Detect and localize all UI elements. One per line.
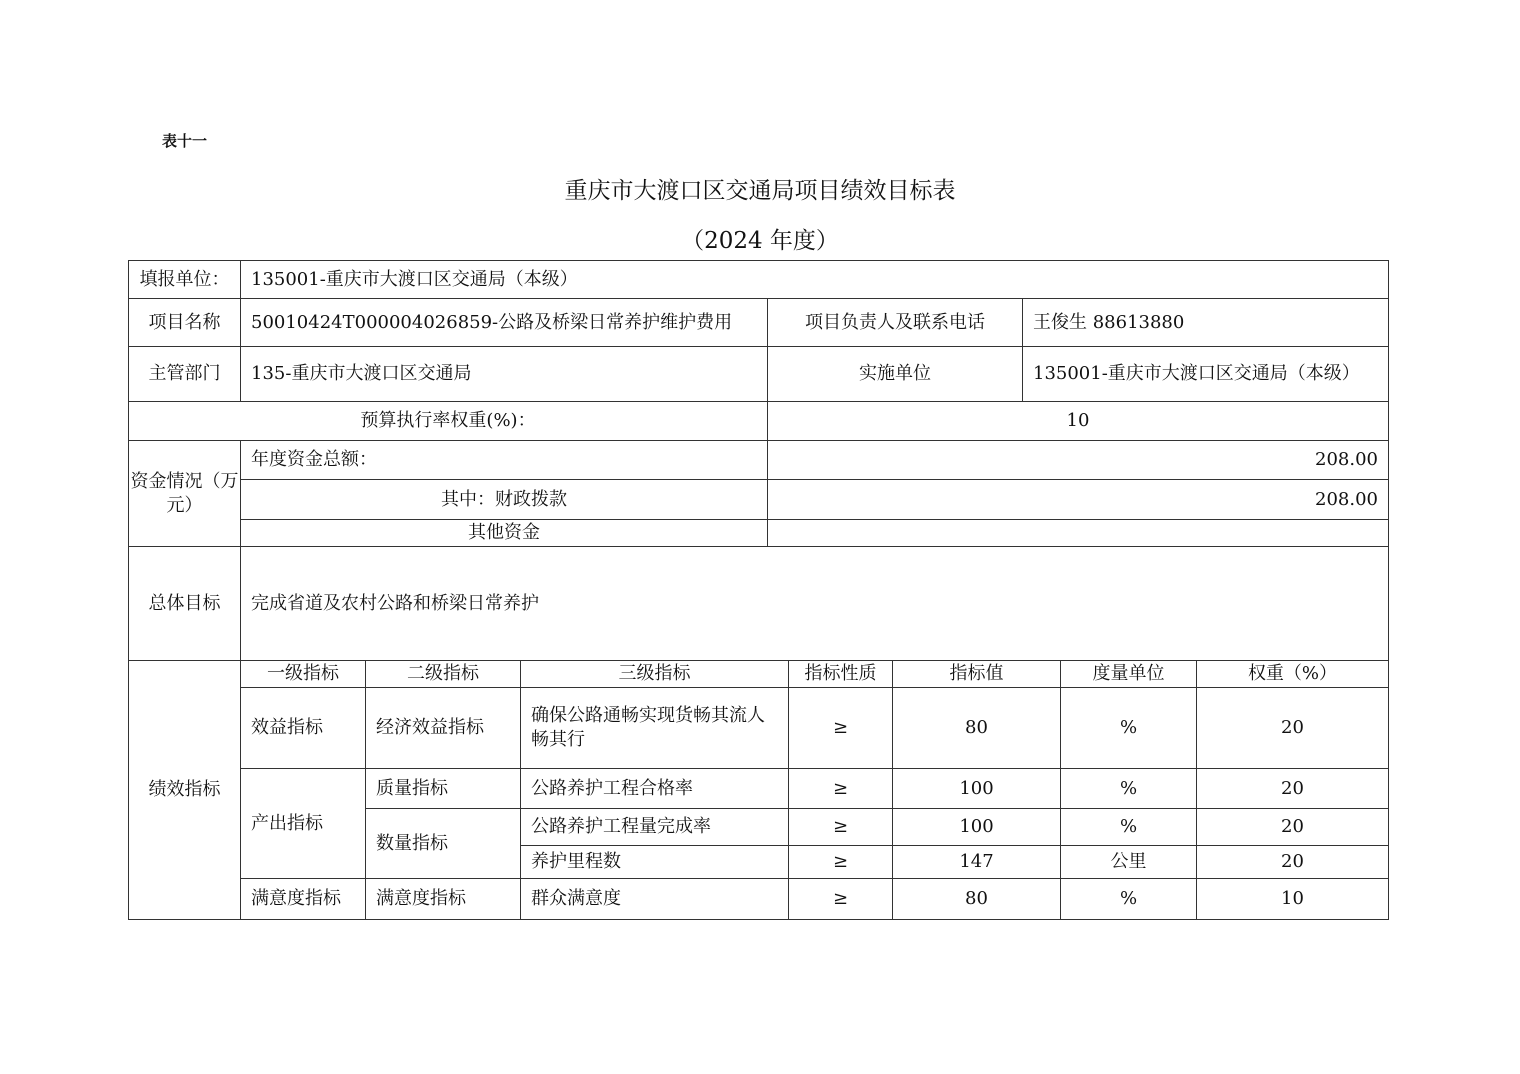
row1-nature: ≥ bbox=[788, 768, 893, 809]
fiscal-appropriation-label: 其中：财政拨款 bbox=[240, 479, 768, 520]
level1-output: 产出指标 bbox=[240, 768, 366, 879]
table-number-label: 表十一 bbox=[162, 132, 208, 150]
header-weight: 权重（%） bbox=[1196, 660, 1389, 688]
row1-level3: 公路养护工程合格率 bbox=[520, 768, 789, 809]
row2-value: 100 bbox=[892, 808, 1061, 846]
row0-level3: 确保公路通畅实现货畅其流人畅其行 bbox=[520, 687, 789, 769]
row4-value: 80 bbox=[892, 878, 1061, 920]
indicators-label: 绩效指标 bbox=[128, 660, 241, 920]
budget-weight-value: 10 bbox=[767, 401, 1389, 441]
row3-nature: ≥ bbox=[788, 845, 893, 879]
other-funds-label: 其他资金 bbox=[240, 519, 768, 547]
page-subtitle: （2024 年度） bbox=[681, 228, 839, 254]
level2-quantity: 数量指标 bbox=[365, 808, 521, 879]
implementing-unit-value: 135001-重庆市大渡口区交通局（本级） bbox=[1022, 346, 1389, 402]
row4-unit: % bbox=[1060, 878, 1197, 920]
reporting-unit-label: 填报单位： bbox=[128, 260, 241, 299]
row3-unit: 公里 bbox=[1060, 845, 1197, 879]
level2-quality: 质量指标 bbox=[365, 768, 521, 809]
level1-benefit: 效益指标 bbox=[240, 687, 366, 769]
row1-weight: 20 bbox=[1196, 768, 1389, 809]
row4-nature: ≥ bbox=[788, 878, 893, 920]
project-name-label: 项目名称 bbox=[128, 298, 241, 347]
row3-value: 147 bbox=[892, 845, 1061, 879]
row3-level3: 养护里程数 bbox=[520, 845, 789, 879]
level1-satisfaction: 满意度指标 bbox=[240, 878, 366, 920]
fiscal-appropriation-value: 208.00 bbox=[767, 479, 1389, 520]
header-level2: 二级指标 bbox=[365, 660, 521, 688]
overall-goal-value: 完成省道及农村公路和桥梁日常养护 bbox=[240, 546, 1389, 661]
project-name-value: 50010424T000004026859-公路及桥梁日常养护维护费用 bbox=[240, 298, 768, 347]
row2-unit: % bbox=[1060, 808, 1197, 846]
annual-total-value: 208.00 bbox=[767, 440, 1389, 480]
header-level3: 三级指标 bbox=[520, 660, 789, 688]
header-value: 指标值 bbox=[892, 660, 1061, 688]
row0-nature: ≥ bbox=[788, 687, 893, 769]
row2-weight: 20 bbox=[1196, 808, 1389, 846]
annual-total-label: 年度资金总额： bbox=[240, 440, 768, 480]
row1-unit: % bbox=[1060, 768, 1197, 809]
funds-label: 资金情况（万元） bbox=[128, 440, 241, 547]
project-lead-label: 项目负责人及联系电话 bbox=[767, 298, 1023, 347]
row1-value: 100 bbox=[892, 768, 1061, 809]
supervising-dept-value: 135-重庆市大渡口区交通局 bbox=[240, 346, 768, 402]
header-unit: 度量单位 bbox=[1060, 660, 1197, 688]
header-nature: 指标性质 bbox=[788, 660, 893, 688]
supervising-dept-label: 主管部门 bbox=[128, 346, 241, 402]
row4-level3: 群众满意度 bbox=[520, 878, 789, 920]
page-title: 重庆市大渡口区交通局项目绩效目标表 bbox=[564, 178, 956, 204]
budget-weight-label: 预算执行率权重(%)： bbox=[128, 401, 768, 441]
row2-nature: ≥ bbox=[788, 808, 893, 846]
row0-weight: 20 bbox=[1196, 687, 1389, 769]
header-level1: 一级指标 bbox=[240, 660, 366, 688]
row2-level3: 公路养护工程量完成率 bbox=[520, 808, 789, 846]
project-lead-value: 王俊生 88613880 bbox=[1022, 298, 1389, 347]
row0-unit: % bbox=[1060, 687, 1197, 769]
level2-economic-benefit: 经济效益指标 bbox=[365, 687, 521, 769]
overall-goal-label: 总体目标 bbox=[128, 546, 241, 661]
row4-weight: 10 bbox=[1196, 878, 1389, 920]
row3-weight: 20 bbox=[1196, 845, 1389, 879]
row0-value: 80 bbox=[892, 687, 1061, 769]
reporting-unit-value: 135001-重庆市大渡口区交通局（本级） bbox=[240, 260, 1389, 299]
other-funds-value bbox=[767, 519, 1389, 547]
implementing-unit-label: 实施单位 bbox=[767, 346, 1023, 402]
level2-satisfaction: 满意度指标 bbox=[365, 878, 521, 920]
